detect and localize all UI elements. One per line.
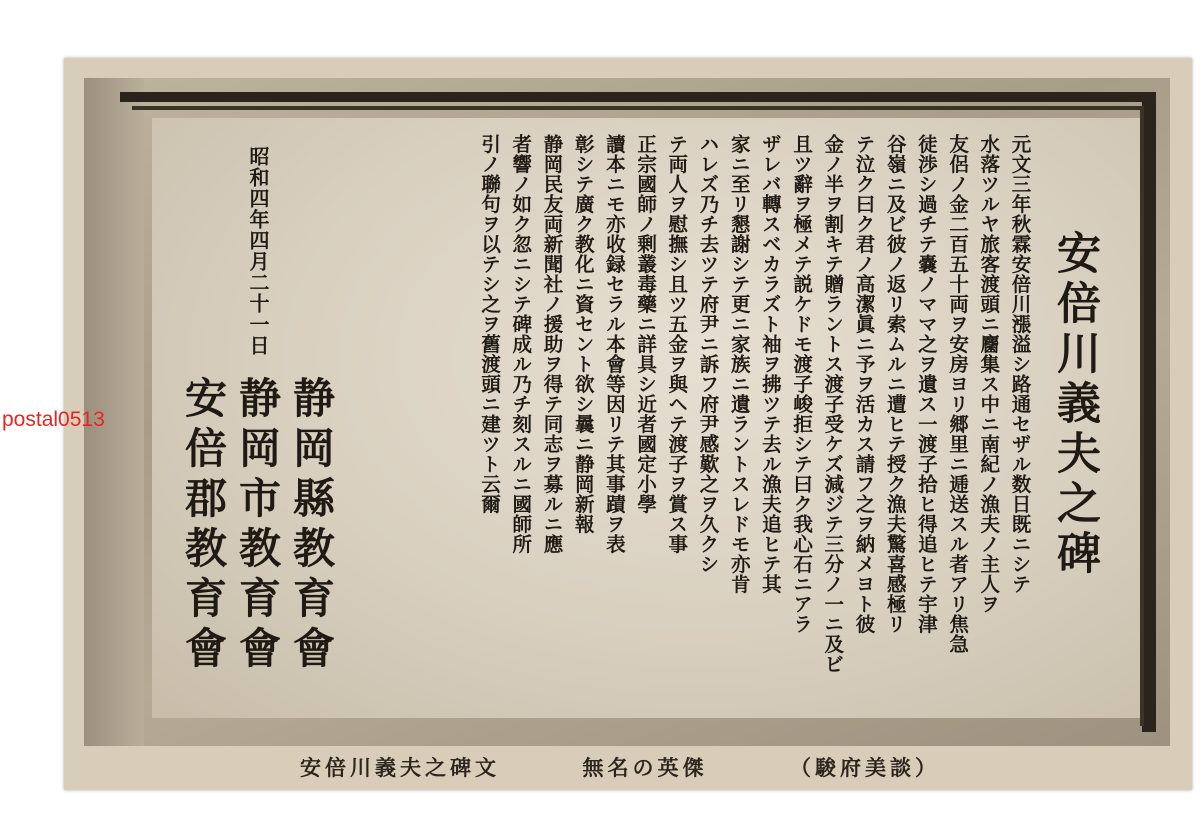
inscription-column: 彰シテ廣ク教化ニ資セント欲シ曩ニ静岡新報	[571, 134, 595, 534]
org-shizuoka-city: 静岡市教育會	[233, 376, 282, 676]
inscription-column: 谷嶺ニ及ビ彼ノ返リ索ムルニ遭ヒテ授ク漁夫驚喜感極リ	[883, 134, 907, 634]
inscription-column: ハレズ乃チ去ツテ府尹ニ訴フ府尹感歎之ヲ久クシ	[696, 134, 720, 574]
inscription-column: 元文三年秋霖安倍川漲溢シ路通セザル数日既ニシテ	[1008, 134, 1032, 594]
inscription-column: 且ツ辭ヲ極メテ説ケドモ渡子峻拒シテ曰ク我心石ニアラ	[790, 134, 814, 634]
inscription-column: 水落ツルヤ旅客渡頭ニ麕集ス中ニ南紀ノ漁夫ノ主人ヲ	[977, 134, 1001, 614]
inscription-date: 昭和四年四月二十一日	[246, 146, 270, 356]
inscription-column: 静岡民友両新聞社ノ援助ヲ得テ同志ヲ募ルニ應	[540, 134, 564, 554]
org-abe-district: 安倍郡教育會	[179, 376, 228, 676]
inscription-column: 者響ノ如ク忽ニシテ碑成ル乃チ刻スルニ國師所	[509, 134, 533, 554]
org-shizuoka-prefecture: 静岡縣教育會	[287, 376, 336, 676]
inscription-column: 家ニ至リ懇謝シテ更ニ家族ニ遺ラントスレドモ亦肯	[727, 134, 751, 594]
caption-right: 安倍川義夫之碑文	[300, 755, 500, 780]
postcard-caption	[300, 752, 940, 782]
seller-watermark: postal0513	[2, 408, 105, 431]
inscription-column: ザレバ轉スベカラズト袖ヲ拂ツテ去ル漁夫追ヒテ其	[758, 134, 782, 594]
inscription-column: 引ノ聯句ヲ以テシ之ヲ舊渡頭ニ建ツト云爾	[478, 134, 502, 514]
caption-left: （駿府美談）	[790, 755, 940, 780]
inscription-title: 安倍川義夫之碑	[1049, 230, 1100, 580]
inscription-column: テ両人ヲ慰撫シ且ツ五金ヲ與ヘテ渡子ヲ賞ス事	[665, 134, 689, 554]
inscription-column: 金ノ半ヲ割キテ贈ラントス渡子受ケズ減ジテ三分ノ一ニ及ビ	[821, 134, 845, 674]
inscription-column: 徒渉シ過チテ嚢ノママ之ヲ遺ス一渡子拾ヒ得追ヒテ宇津	[914, 134, 938, 634]
caption-middle: 無名の英傑	[582, 755, 708, 780]
inscription-column: 友侶ノ金二百五十両ヲ安房ヨリ郷里ニ逓送スル者アリ焦急	[946, 134, 970, 654]
inscription-column: 正宗國師ノ剰叢毒藥ニ詳具シ近者國定小學	[634, 134, 658, 514]
inscription-column: 讀本ニモ亦收録セラル本會等因リテ其事蹟ヲ表	[602, 134, 626, 554]
inscription-column: テ泣ク曰ク君ノ高潔眞ニ予ヲ活カス請フ之ヲ納メヨト彼	[852, 134, 876, 634]
